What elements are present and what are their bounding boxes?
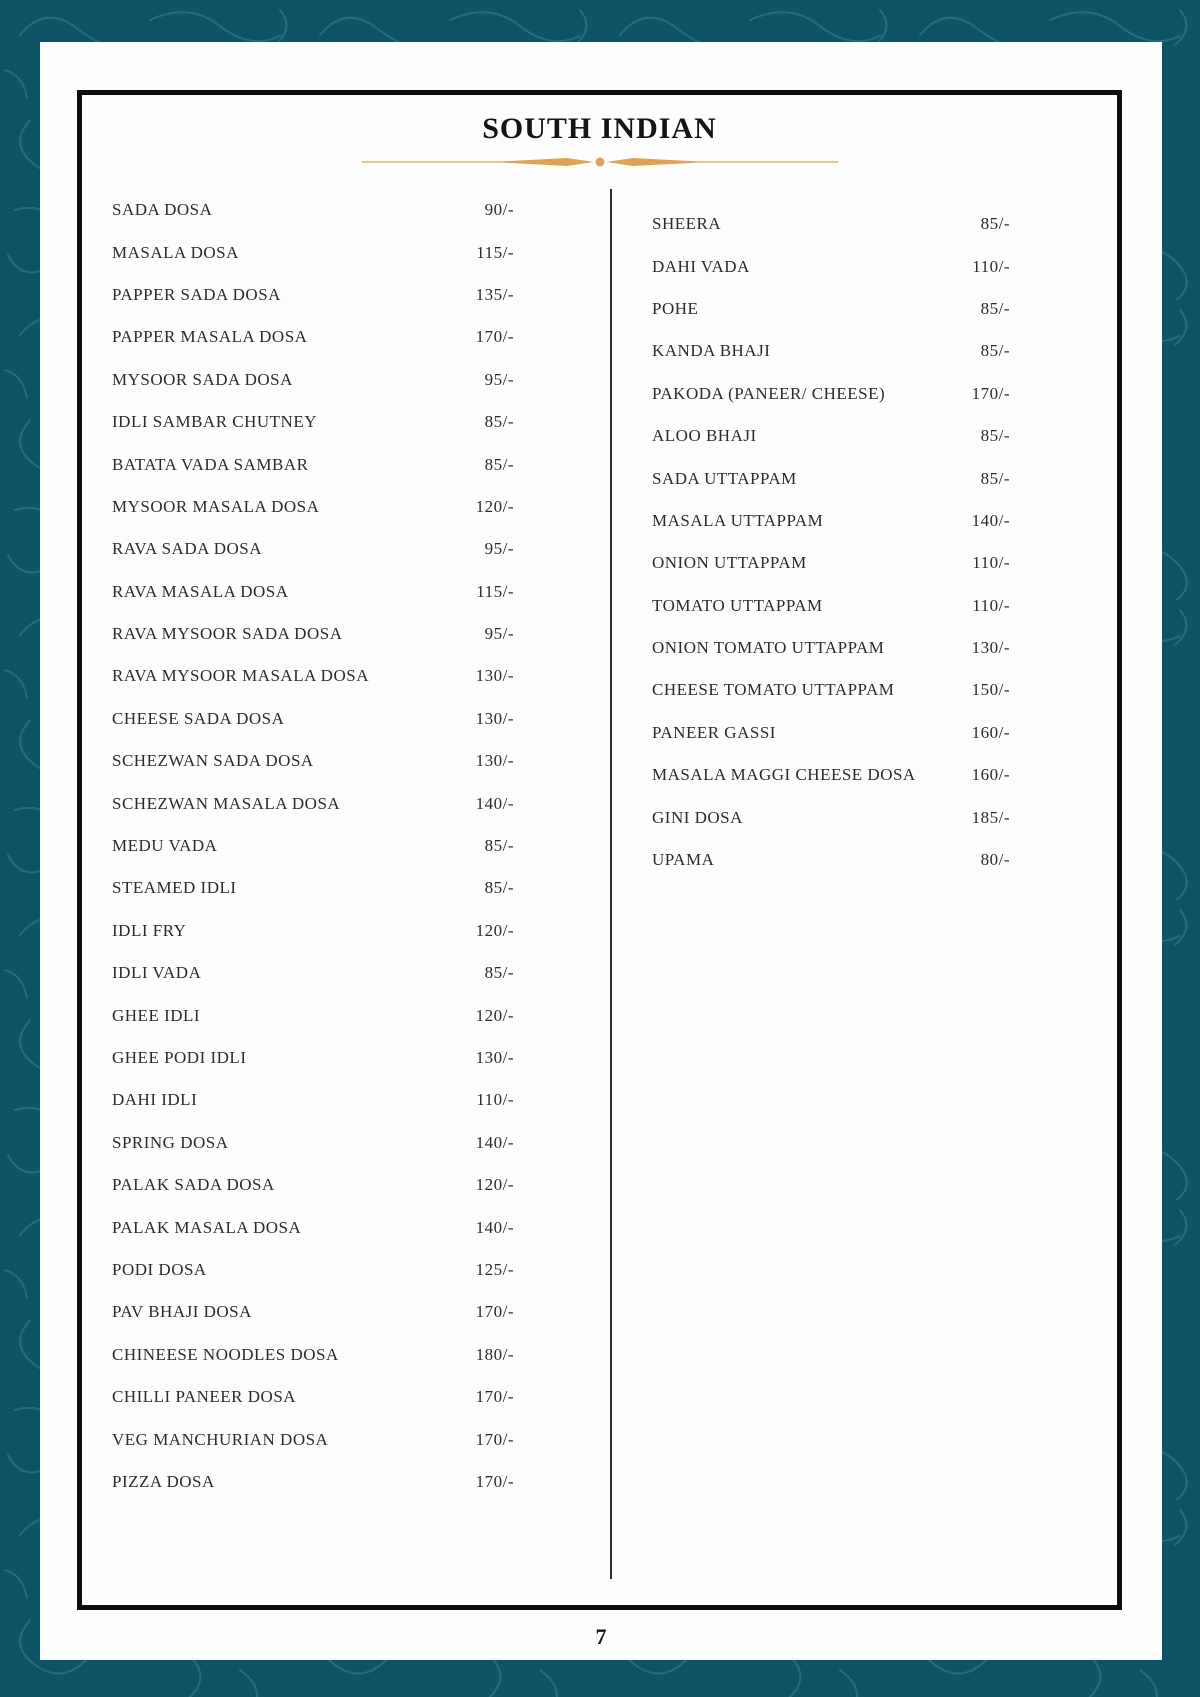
menu-item-row bbox=[112, 782, 514, 824]
menu-item-price: 170/- bbox=[475, 1302, 514, 1322]
menu-column-right bbox=[652, 203, 1010, 881]
menu-item-name: STEAMED IDLI bbox=[112, 878, 237, 898]
menu-item-row bbox=[112, 359, 514, 401]
menu-item-price: 85/- bbox=[484, 454, 514, 474]
menu-item-name: CHEESE TOMATO UTTAPPAM bbox=[652, 680, 895, 700]
menu-item-name: MASALA UTTAPPAM bbox=[652, 510, 824, 530]
menu-item-row bbox=[112, 1334, 514, 1376]
menu-item-name: SPRING DOSA bbox=[112, 1132, 229, 1152]
menu-item-name: IDLI VADA bbox=[112, 963, 202, 983]
menu-item-price: 85/- bbox=[980, 468, 1010, 488]
menu-item-price: 85/- bbox=[484, 963, 514, 983]
menu-item-row bbox=[652, 627, 1010, 669]
menu-item-price: 120/- bbox=[475, 496, 514, 516]
menu-item-price: 110/- bbox=[972, 256, 1010, 276]
menu-item-name: ONION UTTAPPAM bbox=[652, 553, 807, 573]
menu-item-price: 150/- bbox=[971, 680, 1010, 700]
page-number: 7 bbox=[595, 1624, 607, 1649]
menu-item-row bbox=[112, 189, 514, 231]
menu-item-row bbox=[112, 698, 514, 740]
menu-item-name: SADA UTTAPPAM bbox=[652, 468, 797, 488]
menu-item-price: 170/- bbox=[475, 1387, 514, 1407]
menu-item-name: MASALA MAGGI CHEESE DOSA bbox=[652, 765, 916, 785]
menu-item-name: DAHI IDLI bbox=[112, 1090, 198, 1110]
menu-item-row bbox=[112, 910, 514, 952]
menu-item-row bbox=[652, 373, 1010, 415]
menu-item-row bbox=[112, 825, 514, 867]
menu-item-price: 170/- bbox=[475, 1429, 514, 1449]
menu-item-row bbox=[652, 500, 1010, 542]
menu-item-row bbox=[112, 867, 514, 909]
menu-column-left bbox=[112, 189, 514, 1503]
menu-item-row bbox=[112, 571, 514, 613]
menu-item-name: CHEESE SADA DOSA bbox=[112, 708, 285, 728]
menu-item-row bbox=[112, 1418, 514, 1460]
menu-item-row bbox=[112, 231, 514, 273]
menu-item-name: CHINEESE NOODLES DOSA bbox=[112, 1344, 339, 1364]
menu-item-name: MASALA DOSA bbox=[112, 242, 239, 262]
menu-item-row bbox=[112, 952, 514, 994]
menu-item-name: RAVA MYSOOR MASALA DOSA bbox=[112, 666, 369, 686]
menu-item-row bbox=[652, 542, 1010, 584]
menu-item-price: 170/- bbox=[475, 1471, 514, 1491]
menu-item-name: BATATA VADA SAMBAR bbox=[112, 454, 309, 474]
menu-item-price: 85/- bbox=[980, 298, 1010, 318]
menu-item-name: ONION TOMATO UTTAPPAM bbox=[652, 638, 885, 658]
menu-item-price: 140/- bbox=[475, 793, 514, 813]
menu-item-price: 115/- bbox=[476, 242, 514, 262]
menu-item-row bbox=[112, 443, 514, 485]
menu-item-price: 85/- bbox=[980, 426, 1010, 446]
menu-item-price: 125/- bbox=[475, 1259, 514, 1279]
menu-item-price: 140/- bbox=[475, 1217, 514, 1237]
menu-item-row bbox=[112, 1206, 514, 1248]
menu-item-row bbox=[112, 740, 514, 782]
menu-item-name: MYSOOR SADA DOSA bbox=[112, 369, 293, 389]
menu-item-row bbox=[112, 528, 514, 570]
menu-page bbox=[40, 42, 1162, 1660]
menu-item-name: PALAK MASALA DOSA bbox=[112, 1217, 302, 1237]
menu-item-price: 85/- bbox=[484, 878, 514, 898]
menu-item-price: 95/- bbox=[484, 624, 514, 644]
menu-item-name: PAV BHAJI DOSA bbox=[112, 1302, 252, 1322]
menu-item-name: POHE bbox=[652, 298, 699, 318]
menu-item-name: MYSOOR MASALA DOSA bbox=[112, 496, 320, 516]
menu-item-name: SADA DOSA bbox=[112, 200, 213, 220]
menu-item-row bbox=[652, 288, 1010, 330]
menu-item-price: 170/- bbox=[971, 383, 1010, 403]
menu-item-row bbox=[652, 203, 1010, 245]
menu-item-price: 120/- bbox=[475, 1175, 514, 1195]
menu-item-name: CHILLI PANEER DOSA bbox=[112, 1387, 297, 1407]
menu-item-row bbox=[112, 274, 514, 316]
menu-item-price: 110/- bbox=[972, 553, 1010, 573]
menu-item-price: 95/- bbox=[484, 369, 514, 389]
menu-item-row bbox=[652, 245, 1010, 287]
menu-item-price: 160/- bbox=[971, 722, 1010, 742]
menu-item-price: 120/- bbox=[475, 1005, 514, 1025]
menu-item-price: 130/- bbox=[475, 666, 514, 686]
menu-item-row bbox=[112, 316, 514, 358]
menu-item-name: UPAMA bbox=[652, 850, 715, 870]
menu-item-row bbox=[652, 712, 1010, 754]
menu-item-row bbox=[112, 1461, 514, 1503]
menu-item-price: 115/- bbox=[476, 581, 514, 601]
menu-item-price: 185/- bbox=[971, 807, 1010, 827]
menu-item-price: 85/- bbox=[484, 836, 514, 856]
menu-item-name: KANDA BHAJI bbox=[652, 341, 771, 361]
menu-item-price: 90/- bbox=[484, 200, 514, 220]
menu-item-name: PAPPER MASALA DOSA bbox=[112, 327, 308, 347]
menu-item-row bbox=[652, 330, 1010, 372]
menu-item-price: 140/- bbox=[475, 1132, 514, 1152]
menu-item-name: TOMATO UTTAPPAM bbox=[652, 595, 823, 615]
menu-frame bbox=[77, 90, 1122, 1610]
menu-item-price: 180/- bbox=[475, 1344, 514, 1364]
menu-columns bbox=[82, 189, 1117, 1579]
menu-item-row bbox=[652, 754, 1010, 796]
menu-item-price: 110/- bbox=[476, 1090, 514, 1110]
menu-item-name: RAVA SADA DOSA bbox=[112, 539, 262, 559]
menu-item-row bbox=[112, 994, 514, 1036]
menu-item-row bbox=[112, 1164, 514, 1206]
menu-item-row bbox=[112, 401, 514, 443]
menu-item-name: RAVA MYSOOR SADA DOSA bbox=[112, 624, 343, 644]
menu-item-row bbox=[112, 613, 514, 655]
menu-item-name: SHEERA bbox=[652, 214, 722, 234]
menu-item-price: 80/- bbox=[980, 850, 1010, 870]
menu-item-name: SCHEZWAN MASALA DOSA bbox=[112, 793, 341, 813]
menu-item-row bbox=[652, 796, 1010, 838]
menu-item-price: 140/- bbox=[971, 510, 1010, 530]
menu-item-name: GHEE PODI IDLI bbox=[112, 1048, 247, 1067]
menu-item-row bbox=[652, 669, 1010, 711]
menu-item-name: IDLI FRY bbox=[112, 920, 187, 940]
menu-item-name: VEG MANCHURIAN DOSA bbox=[112, 1429, 329, 1449]
menu-item-name: DAHI VADA bbox=[652, 256, 750, 276]
menu-item-price: 130/- bbox=[475, 708, 514, 728]
menu-item-name: PALAK SADA DOSA bbox=[112, 1175, 275, 1195]
menu-item-row bbox=[652, 585, 1010, 627]
menu-item-name: PAKODA (PANEER/ CHEESE) bbox=[652, 383, 886, 403]
menu-item-row bbox=[652, 839, 1010, 881]
menu-item-row bbox=[112, 1122, 514, 1164]
menu-item-name: PAPPER SADA DOSA bbox=[112, 284, 281, 304]
menu-item-row bbox=[652, 457, 1010, 499]
menu-item-price: 160/- bbox=[971, 765, 1010, 785]
menu-item-name: MEDU VADA bbox=[112, 836, 218, 856]
menu-item-name: ALOO BHAJI bbox=[652, 426, 757, 446]
menu-item-row bbox=[112, 1037, 514, 1079]
menu-item-price: 85/- bbox=[980, 214, 1010, 234]
menu-item-row bbox=[112, 1376, 514, 1418]
menu-item-row bbox=[112, 1249, 514, 1291]
menu-item-price: 120/- bbox=[475, 920, 514, 940]
menu-item-price: 85/- bbox=[980, 341, 1010, 361]
menu-item-price: 85/- bbox=[484, 412, 514, 432]
menu-item-name: PANEER GASSI bbox=[652, 722, 776, 742]
menu-item-row bbox=[112, 655, 514, 697]
menu-item-name: GHEE IDLI bbox=[112, 1005, 201, 1025]
menu-item-row bbox=[112, 486, 514, 528]
menu-item-name: PODI DOSA bbox=[112, 1259, 207, 1279]
menu-item-price: 135/- bbox=[475, 284, 514, 304]
menu-item-row bbox=[112, 1079, 514, 1121]
column-divider-line bbox=[610, 189, 612, 1579]
menu-item-row bbox=[112, 1291, 514, 1333]
ornamental-divider-icon bbox=[362, 155, 838, 169]
menu-item-name: IDLI SAMBAR CHUTNEY bbox=[112, 412, 317, 432]
page-title: SOUTH INDIAN bbox=[482, 112, 717, 145]
menu-item-price: 130/- bbox=[475, 1048, 514, 1067]
menu-item-price: 170/- bbox=[475, 327, 514, 347]
menu-item-price: 95/- bbox=[484, 539, 514, 559]
menu-item-name: SCHEZWAN SADA DOSA bbox=[112, 751, 314, 771]
menu-item-price: 110/- bbox=[972, 595, 1010, 615]
menu-item-name: PIZZA DOSA bbox=[112, 1471, 215, 1491]
menu-item-price: 130/- bbox=[475, 751, 514, 771]
menu-item-row bbox=[652, 415, 1010, 457]
menu-item-name: RAVA MASALA DOSA bbox=[112, 581, 289, 601]
menu-item-name: GINI DOSA bbox=[652, 807, 743, 827]
menu-item-price: 130/- bbox=[971, 638, 1010, 658]
